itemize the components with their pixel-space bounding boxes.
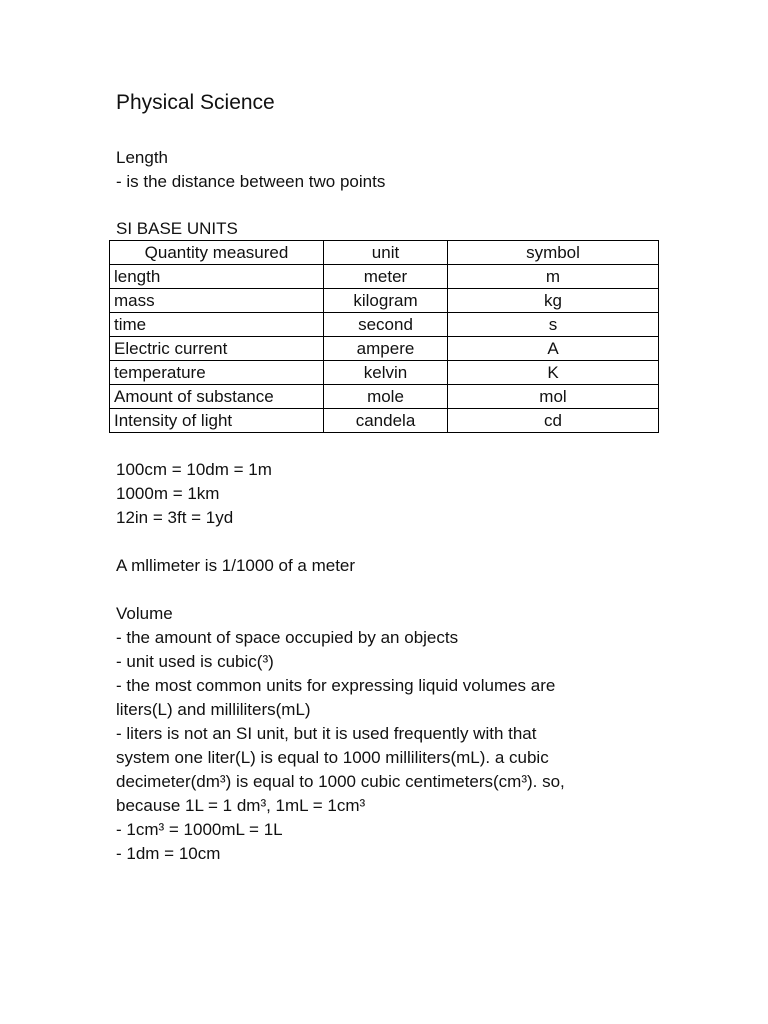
volume-line: - 1cm³ = 1000mL = 1L xyxy=(116,820,283,839)
table-row xyxy=(110,337,659,361)
unit-cell: mole xyxy=(324,385,448,409)
document-page xyxy=(116,88,676,866)
header-quantity: Quantity measured xyxy=(110,241,324,265)
conversion-line: 100cm = 10dm = 1m xyxy=(116,460,272,479)
volume-line: decimeter(dm³) is equal to 1000 cubic centimeters(cm³). so, xyxy=(116,772,565,791)
volume-line: because 1L = 1 dm³, 1mL = 1cm³ xyxy=(116,796,366,815)
unit-cell: meter xyxy=(324,265,448,289)
length-heading: Length xyxy=(116,148,168,167)
table-row xyxy=(110,313,659,337)
volume-line: liters(L) and milliliters(mL) xyxy=(116,700,311,719)
volume-line: - 1dm = 10cm xyxy=(116,844,221,863)
unit-cell: ampere xyxy=(324,337,448,361)
quantity-cell: temperature xyxy=(110,361,324,385)
quantity-cell: Amount of substance xyxy=(110,385,324,409)
unit-cell: kilogram xyxy=(324,289,448,313)
millimeter-note: A mllimeter is 1/1000 of a meter xyxy=(116,556,356,575)
symbol-cell: s xyxy=(448,313,659,337)
spacer xyxy=(116,530,676,554)
spacer xyxy=(116,578,676,602)
table-header-row xyxy=(110,241,659,265)
quantity-cell: time xyxy=(110,313,324,337)
quantity-cell: length xyxy=(110,265,324,289)
volume-line: - unit used is cubic(³) xyxy=(116,652,274,671)
table-row xyxy=(110,409,659,433)
symbol-cell: K xyxy=(448,361,659,385)
length-definition: - is the distance between two points xyxy=(116,172,386,191)
symbol-cell: A xyxy=(448,337,659,361)
conversion-line: 12in = 3ft = 1yd xyxy=(116,508,234,527)
unit-cell: candela xyxy=(324,409,448,433)
quantity-cell: Electric current xyxy=(110,337,324,361)
symbol-cell: m xyxy=(448,265,659,289)
quantity-cell: mass xyxy=(110,289,324,313)
spacer xyxy=(116,118,676,146)
symbol-cell: kg xyxy=(448,289,659,313)
table-row xyxy=(110,361,659,385)
si-table-caption: SI BASE UNITS xyxy=(116,219,238,238)
conversion-line: 1000m = 1km xyxy=(116,484,220,503)
volume-line: - liters is not an SI unit, but it is used frequently with that xyxy=(116,724,537,743)
symbol-cell: cd xyxy=(448,409,659,433)
spacer xyxy=(116,194,676,218)
spacer xyxy=(116,433,676,458)
table-row xyxy=(110,385,659,409)
symbol-cell: mol xyxy=(448,385,659,409)
volume-heading: Volume xyxy=(116,604,173,623)
header-unit: unit xyxy=(324,241,448,265)
unit-cell: kelvin xyxy=(324,361,448,385)
volume-line: - the amount of space occupied by an objects xyxy=(116,628,459,647)
table-row xyxy=(110,289,659,313)
unit-cell: second xyxy=(324,313,448,337)
volume-line: system one liter(L) is equal to 1000 milliliters(mL). a cubic xyxy=(116,748,549,767)
header-symbol: symbol xyxy=(448,241,659,265)
page-title: Physical Science xyxy=(116,91,275,114)
table-row xyxy=(110,265,659,289)
si-base-units-table xyxy=(109,240,659,433)
volume-line: - the most common units for expressing liquid volumes are xyxy=(116,676,556,695)
quantity-cell: Intensity of light xyxy=(110,409,324,433)
